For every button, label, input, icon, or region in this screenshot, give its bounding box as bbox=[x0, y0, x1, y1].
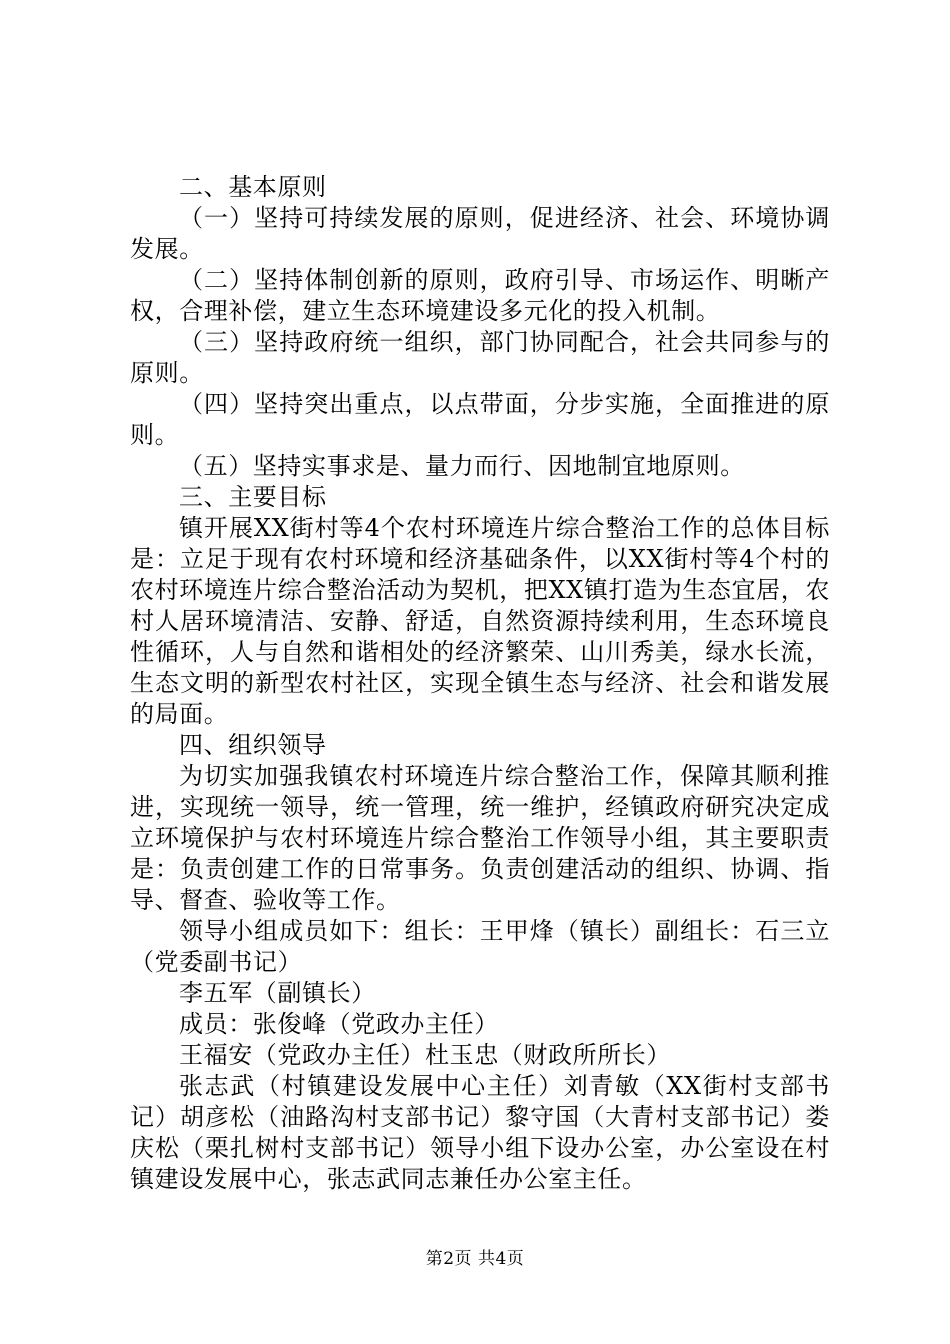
principle-3-paragraph: （三）坚持政府统一组织，部门协同配合，社会共同参与的原则。 bbox=[130, 328, 830, 387]
members-office-paragraph: 张志武（村镇建设发展中心主任）刘青敏（XX街村支部书记）胡彦松（油路沟村支部书记）黎守国（大青村支部书记）娄庆松（栗扎树村支部书记）领导小组下设办公室，办公室设在村镇建设发展中心，张志武同志兼任办公室主任。 bbox=[130, 1072, 830, 1193]
organization-paragraph: 为切实加强我镇农村环境连片综合整治工作，保障其顺利推进，实现统一领导，统一管理，统一维护，经镇政府研究决定成立环境保护与农村环境连片综合整治工作领导小组，其主要职责是：负责创建工作的日常事务。负责创建活动的组织、协调、指导、督查、验收等工作。 bbox=[130, 762, 830, 914]
section-heading-basic-principles: 二、基本原则 bbox=[179, 173, 327, 201]
section-heading-organization: 四、组织领导 bbox=[179, 731, 327, 759]
principle-2-paragraph: （二）坚持体制创新的原则，政府引导、市场运作、明晰产权，合理补偿，建立生态环境建设多元化的投入机制。 bbox=[130, 266, 830, 325]
vice-leader-line: 李五军（副镇长） bbox=[179, 979, 376, 1007]
main-goals-paragraph: 镇开展XX街村等4个农村环境连片综合整治工作的总体目标是：立足于现有农村环境和经济基础条件，以XX街村等4个村的农村环境连片综合整治活动为契机，把XX镇打造为生态宜居，农村人居环境清洁、安静、舒适，自然资源持续利用，生态环境良性循环，人与自然和谐相处的经济繁荣、山川秀美，绿水长流，生态文明的新型农村社区，实现全镇生态与经济、社会和谐发展的局面。 bbox=[130, 514, 830, 728]
principle-5-paragraph: （五）坚持实事求是、量力而行、因地制宜地原则。 bbox=[179, 452, 745, 480]
principle-1-paragraph: （一）坚持可持续发展的原则，促进经济、社会、环境协调发展。 bbox=[130, 204, 830, 263]
section-heading-main-goals: 三、主要目标 bbox=[179, 483, 327, 511]
principle-4-paragraph: （四）坚持突出重点，以点带面，分步实施，全面推进的原则。 bbox=[130, 390, 830, 449]
page-indicator: 第2页 共4页 bbox=[425, 1249, 525, 1269]
members-line: 成员：张俊峰（党政办主任） bbox=[179, 1010, 499, 1038]
document-body bbox=[130, 172, 830, 1195]
members-line-2: 王福安（党政办主任）杜玉忠（财政所所长） bbox=[179, 1041, 671, 1069]
page-footer bbox=[0, 1244, 950, 1269]
leader-group-paragraph: 领导小组成员如下：组长：王甲烽（镇长）副组长：石三立（党委副书记） bbox=[130, 917, 830, 976]
